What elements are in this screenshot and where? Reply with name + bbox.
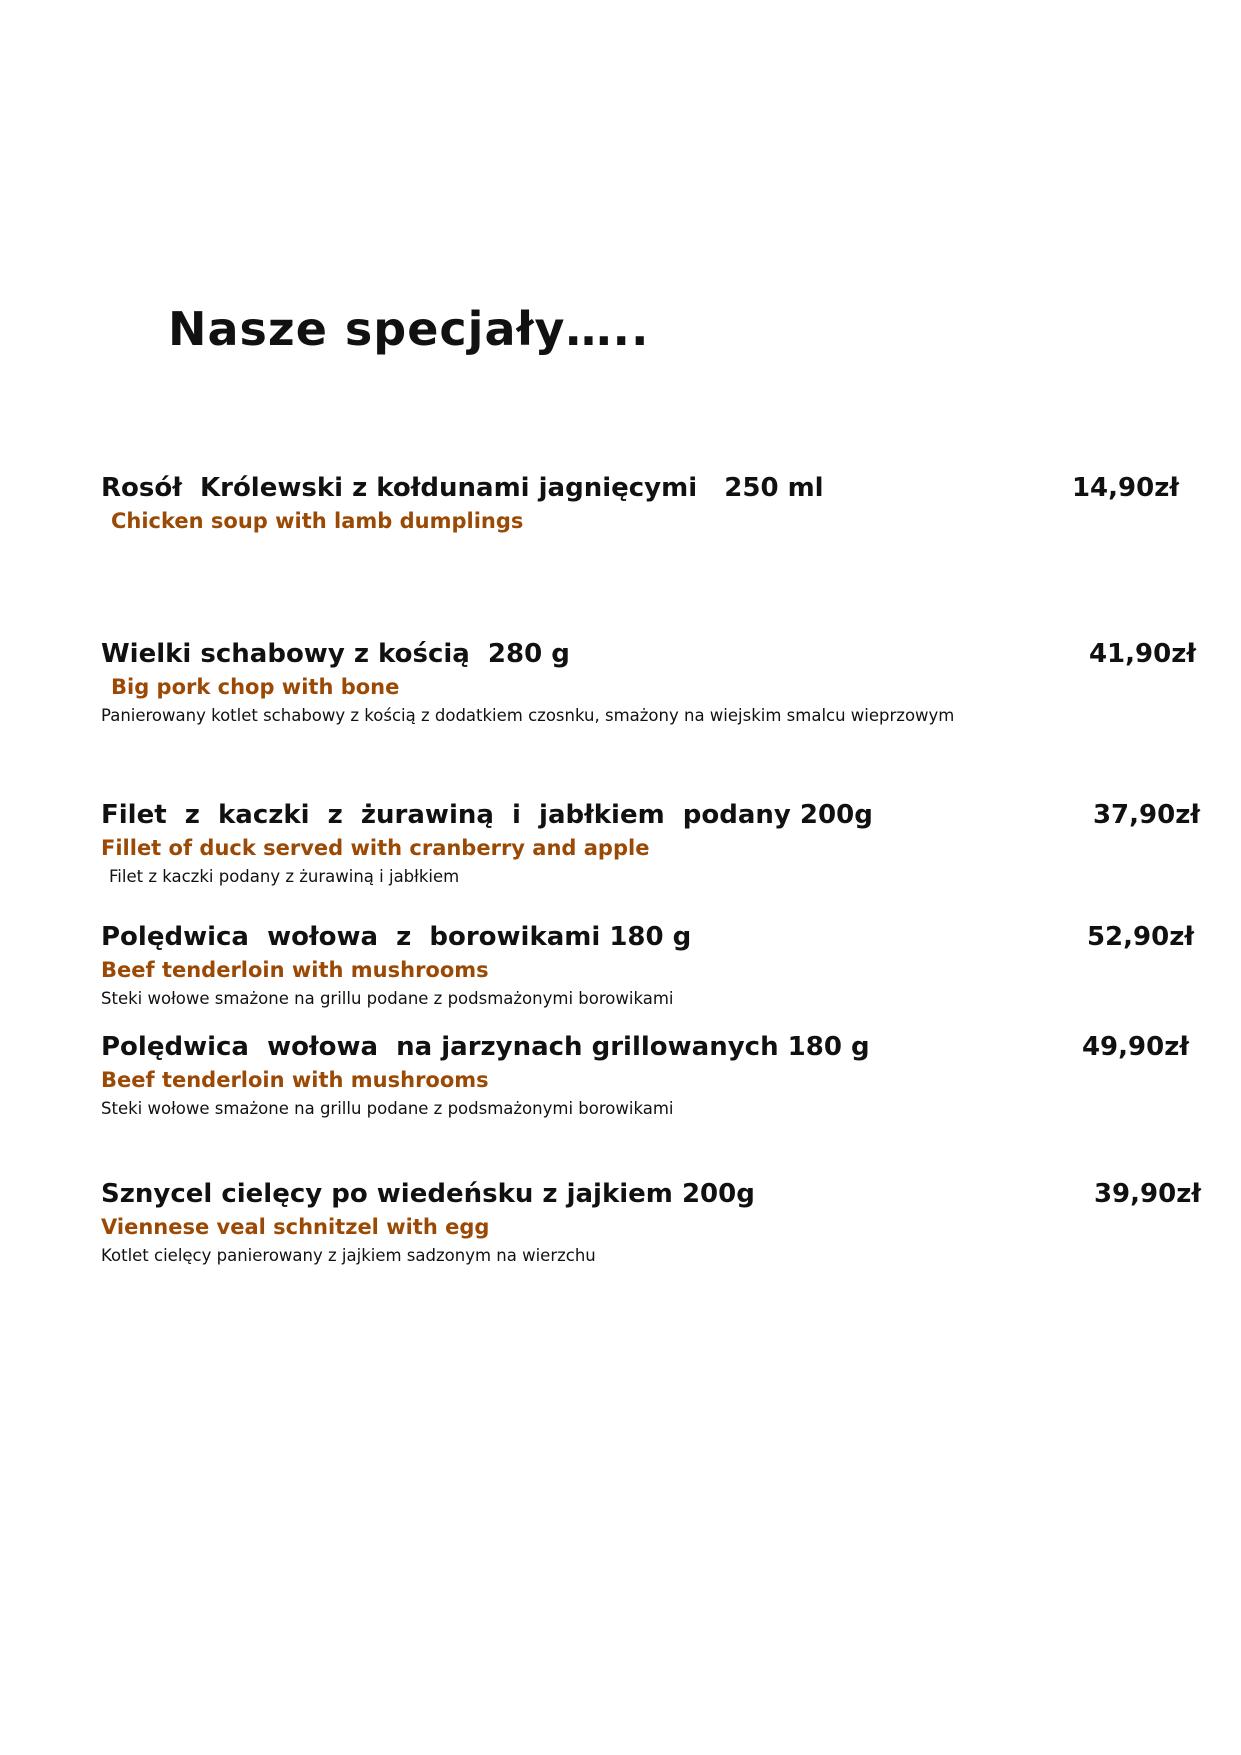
- item-english: Big pork chop with bone: [111, 675, 400, 699]
- item-description: Kotlet cielęcy panierowany z jajkiem sadzonym na wierzchu: [101, 1246, 596, 1265]
- menu-item: [101, 920, 1201, 1012]
- item-description: Steki wołowe smażone na grillu podane z podsmażonymi borowikami: [101, 1099, 674, 1118]
- item-description: Steki wołowe smażone na grillu podane z podsmażonymi borowikami: [101, 989, 674, 1008]
- item-price: 39,90zł: [1093, 1179, 1201, 1209]
- item-description: Panierowany kotlet schabowy z kością z dodatkiem czosnku, smażony na wiejskim smalcu wieprzowym: [101, 706, 955, 725]
- item-name: Polędwica wołowa z borowikami 180 g: [101, 922, 692, 952]
- item-english: Beef tenderloin with mushrooms: [101, 958, 489, 982]
- item-name: Sznycel cielęcy po wiedeńsku z jajkiem 200g: [101, 1179, 755, 1209]
- item-price: 37,90zł: [1092, 800, 1200, 830]
- item-price: 41,90zł: [1088, 639, 1196, 669]
- item-description: Filet z kaczki podany z żurawiną i jabłkiem: [109, 867, 460, 886]
- item-english: Beef tenderloin with mushrooms: [101, 1068, 489, 1092]
- item-price: 49,90zł: [1081, 1032, 1189, 1062]
- item-name: Polędwica wołowa na jarzynach grillowanych 180 g: [101, 1032, 870, 1062]
- item-name: Filet z kaczki z żurawiną i jabłkiem podany 200g: [101, 800, 873, 830]
- item-name: Rosół Królewski z kołdunami jagnięcymi 250 ml: [101, 473, 824, 503]
- menu-item: [101, 798, 1201, 890]
- item-price: 52,90zł: [1086, 922, 1194, 952]
- menu-item: [101, 1177, 1201, 1269]
- item-name: Wielki schabowy z kością 280 g: [101, 639, 570, 669]
- item-price: 14,90zł: [1071, 473, 1179, 503]
- item-english: Fillet of duck served with cranberry and apple: [101, 836, 650, 860]
- item-english: Chicken soup with lamb dumplings: [111, 509, 524, 533]
- item-english: Viennese veal schnitzel with egg: [101, 1215, 490, 1239]
- page-title: Nasze specjały…..: [168, 302, 650, 356]
- menu-item: [101, 1030, 1201, 1122]
- menu-item: [101, 637, 1201, 729]
- menu-item: [101, 471, 1201, 537]
